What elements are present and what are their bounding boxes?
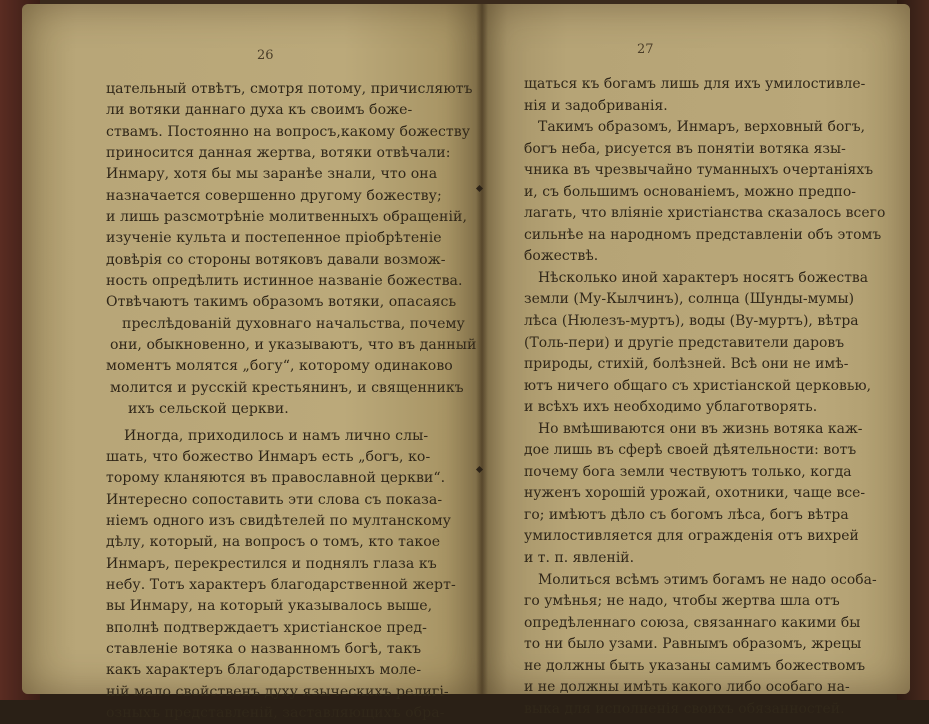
text-line: Такимъ образомъ, Инмаръ, верховный богъ, [538, 119, 866, 136]
text-line: природы, стихій, болѣзней. Всѣ они не имѣ- [524, 356, 849, 373]
text-line: ли вотяки даннаго духа къ своимъ боже- [106, 102, 413, 119]
text-line: Инмару, хотя бы мы заранѣе знали, что она [106, 166, 438, 183]
text-line: не должны быть указаны самимъ божествомъ [524, 657, 866, 674]
text-line: Но вмѣшиваются они въ жизнь вотяка каж- [538, 420, 863, 437]
text-line: и т. п. явленій. [524, 550, 635, 567]
text-line: приносится данная жертва, вотяки отвѣчали: [106, 145, 451, 162]
text-line: и не должны имѣть какого либо особаго на- [524, 679, 850, 696]
text-line: и всѣхъ ихъ необходимо ублаготворять. [524, 399, 818, 416]
text-line: го; имѣютъ дѣло съ богомъ лѣса, богъ вѣтра [524, 506, 849, 523]
text-line: опредѣленнаго союза, связаннаго какими бы [524, 614, 861, 631]
text-line: Интересно сопоставить эти слова съ показа- [106, 491, 443, 508]
text-line: они, обыкновенно, и указываютъ, что въ данный [110, 337, 477, 354]
text-line: ютъ ничего общаго съ христіанской церковью, [524, 377, 872, 394]
right-page [482, 4, 910, 717]
text-line: цательный отвѣтъ, смотря потому, причисляютъ [106, 81, 473, 97]
left-page-number: 26 [257, 48, 274, 63]
text-line: назначается совершенно другому божеству; [106, 187, 442, 204]
text-line: выка для исполненія своихъ обязанностей. [524, 700, 845, 717]
text-line: Иногда, приходилось и намъ лично слы- [124, 427, 429, 444]
text-line: Инмаръ, перекрестился и поднялъ глаза къ [106, 555, 437, 572]
text-line: лѣса (Нюлезъ-муртъ), воды (Ву-муртъ), вѣтра [524, 313, 859, 330]
text-line: нуженъ хорошій урожай, охотники, чаще все- [524, 485, 866, 502]
left-page [22, 4, 482, 721]
text-line: ность опредѣлить истинное названіе божества. [106, 273, 463, 290]
text-line: шать, что божество Инмаръ есть „богъ, ко- [106, 448, 431, 465]
book-gutter [476, 4, 488, 694]
text-line: Нѣсколько иной характеръ носятъ божества [538, 269, 869, 286]
text-line: умилостивляется для огражденія отъ вихрей [524, 528, 859, 545]
right-page-text [524, 74, 896, 720]
text-line: чника въ чрезвычайно туманныхъ очертаніяхъ [524, 162, 874, 179]
text-line: то ни было узами. Равнымъ образомъ, жрецы [524, 636, 862, 653]
text-line: (Толь-пери) и другіе представители даровъ [524, 334, 845, 351]
text-line: ній мало свойственъ духу языческихъ религі- [106, 683, 449, 700]
text-line: богъ неба, рисуется въ понятіи вотяка язы- [524, 140, 846, 157]
text-line: ствамъ. Постоянно на вопросъ,какому божеству [106, 123, 471, 140]
text-line: сильнѣе на народномъ представленіи объ этомъ [524, 226, 882, 243]
text-line: земли (Му-Кылчинъ), солнца (Шунды-мумы) [524, 291, 855, 308]
text-line: ставленіе вотяка о названномъ богѣ, такъ [106, 640, 422, 657]
text-line: и лишь разсмотрѣніе молитвенныхъ обращеній, [106, 209, 467, 226]
text-line: щаться къ богамъ лишь для ихъ умилостивле- [524, 76, 866, 92]
text-line: божествѣ. [524, 248, 599, 265]
text-line: лагать, что вліяніе христіанства сказалось всего [524, 205, 886, 222]
text-line: небу. Тотъ характеръ благодарственной жерт- [106, 576, 456, 593]
text-line: молится и русскій крестьянинъ, и священникъ [110, 379, 464, 396]
text-line: ихъ сельской церкви. [128, 401, 289, 418]
text-line: дѣлу, который, на вопросъ о томъ, кто такое [106, 534, 441, 551]
text-line: Отвѣчаютъ такимъ образомъ вотяки, опасаясь [106, 294, 457, 311]
text-line: довѣрія со стороны вотяковъ давали возмож- [106, 251, 446, 268]
text-line: ніемъ одного изъ свидѣтелей по мултанскому [106, 512, 451, 529]
text-line: какъ характеръ благодарственныхъ моле- [106, 662, 422, 679]
text-line: Молиться всѣмъ этимъ богамъ не надо особа- [538, 571, 877, 588]
right-page-number: 27 [637, 42, 654, 57]
text-line: моментъ молятся „богу“, которому одинаково [106, 358, 453, 375]
text-line: почему бога земли чествуютъ только, когда [524, 463, 852, 480]
left-page-text [102, 79, 477, 724]
text-line: торому кланяются въ православной церкви“. [106, 470, 446, 487]
text-line: вполнѣ подтверждаетъ христіанское пред- [106, 619, 427, 636]
text-line: го умѣнья; не надо, чтобы жертва шла отъ [524, 593, 840, 610]
text-line: нія и задобриванія. [524, 97, 668, 114]
text-line: дое лишь въ сферѣ своей дѣятельности: вотъ [524, 442, 857, 459]
text-line: вы Инмару, на который указывалось выше, [106, 598, 433, 615]
text-line: и, съ большимъ основаніемъ, можно предпо- [524, 183, 856, 200]
text-line: изученіе культа и постепенное пріобрѣтеніе [106, 230, 442, 247]
text-line: озныхъ представленій, заставляющихъ обра- [106, 704, 445, 721]
text-line: преслѣдованій духовнаго начальства, почему [122, 315, 465, 332]
